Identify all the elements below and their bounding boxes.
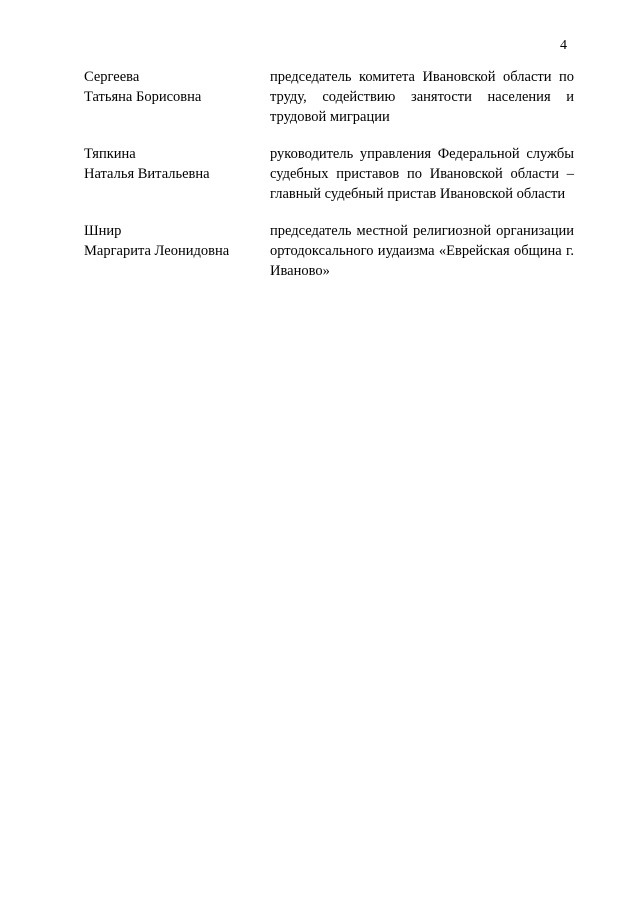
member-entry: [84, 221, 574, 281]
member-name: Шнир Маргарита Леонидовна: [84, 223, 230, 259]
page-number: 4: [560, 38, 567, 53]
member-entry: [84, 144, 574, 204]
member-entry: [84, 67, 574, 127]
member-position: председатель местной религиозной организации ортодоксального иудаизма «Еврейская община г. Иваново»: [270, 223, 574, 279]
member-position: руководитель управления Федеральной службы судебных приставов по Ивановской области – главный судебный пристав Ивановской области: [270, 146, 574, 202]
member-list: [84, 67, 574, 298]
member-position: председатель комитета Ивановской области по труду, содействию занятости населения и трудовой миграции: [270, 69, 574, 125]
member-name: Тяпкина Наталья Витальевна: [84, 146, 210, 182]
member-name: Сергеева Татьяна Борисовна: [84, 69, 202, 105]
